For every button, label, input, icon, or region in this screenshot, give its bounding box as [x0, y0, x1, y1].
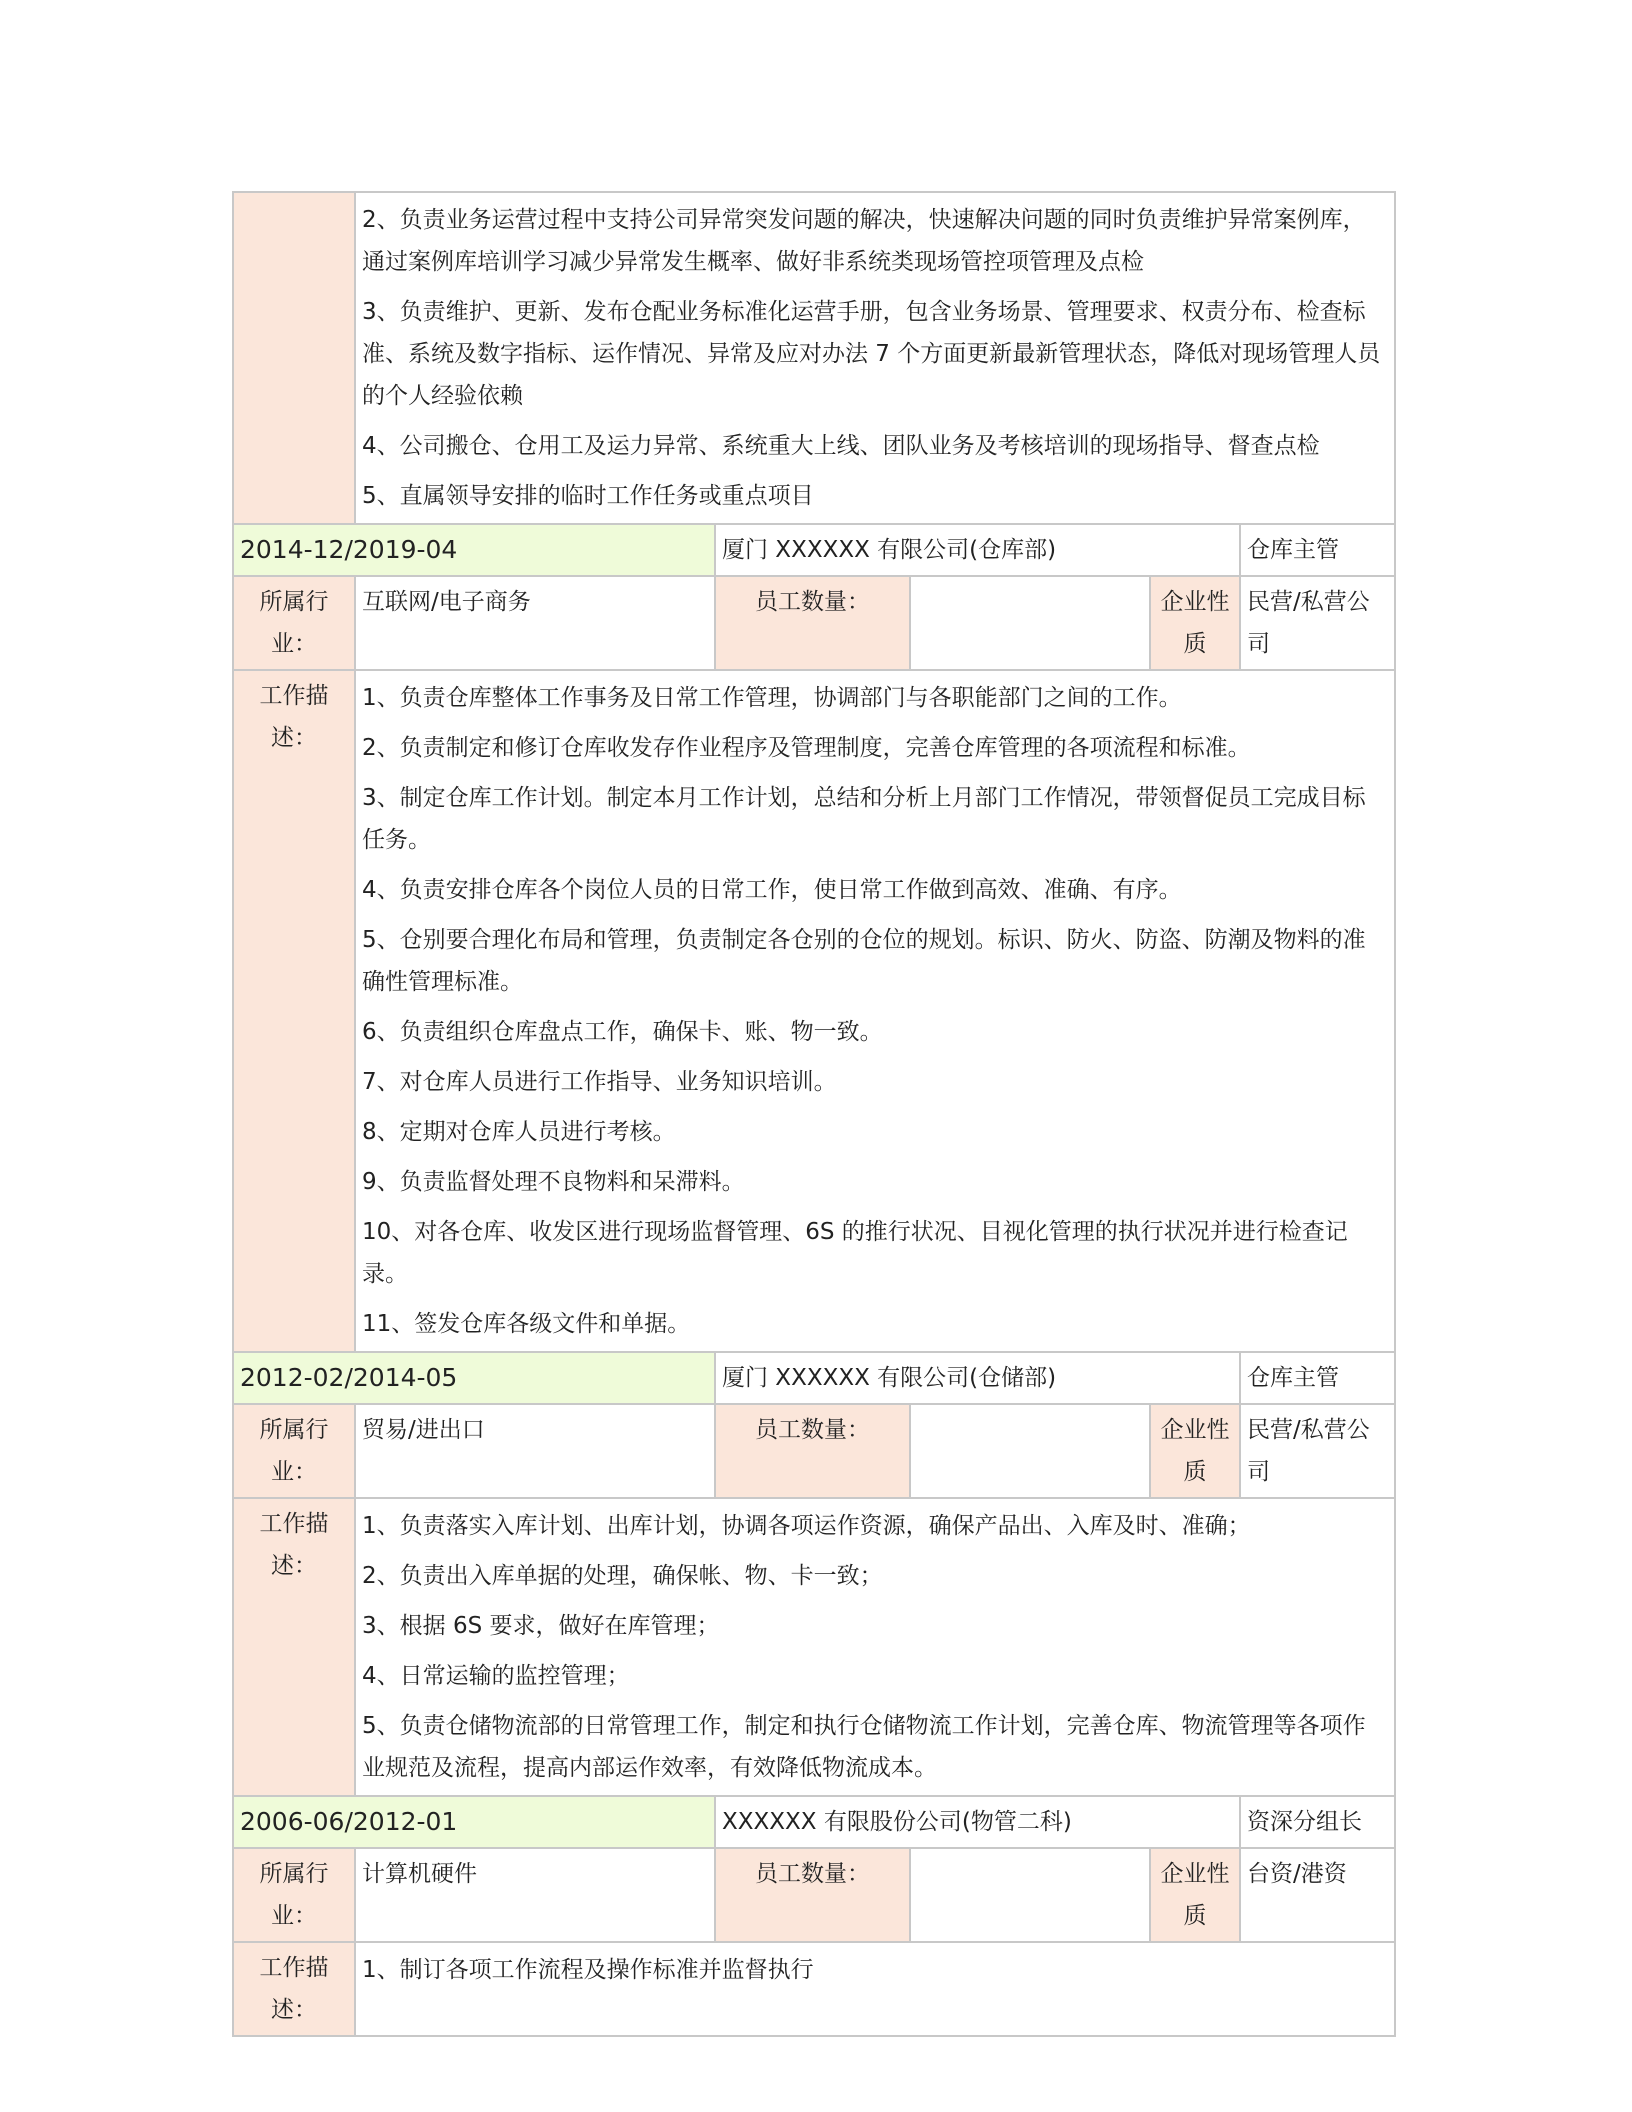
job-period: 2006-06/2012-01	[233, 1796, 715, 1848]
job-description	[355, 1942, 1395, 2036]
description-line: 4、日常运输的监控管理；	[362, 1663, 630, 1689]
description-line: 10、对各仓库、收发区进行现场监督管理、6S 的推行状况、目视化管理的执行状况并进行检查记录。	[362, 1219, 1348, 1287]
description-label: 工作描述：	[233, 670, 355, 1352]
description-line: 1、制订各项工作流程及操作标准并监督执行	[362, 1957, 814, 1983]
description-line: 4、公司搬仓、仓用工及运力异常、系统重大上线、团队业务及考核培训的现场指导、督查点检	[362, 433, 1320, 459]
industry-label: 所属行业：	[233, 576, 355, 670]
description-line: 2、负责制定和修订仓库收发存作业程序及管理制度，完善仓库管理的各项流程和标准。	[362, 735, 1251, 761]
job-description	[355, 670, 1395, 1352]
job-company: 厦门 XXXXXX 有限公司(仓储部)	[715, 1352, 1240, 1404]
job-info-row	[233, 1404, 1395, 1498]
job-position: 仓库主管	[1240, 524, 1395, 576]
description-label: 工作描述：	[233, 1498, 355, 1796]
description-line: 11、签发仓库各级文件和单据。	[362, 1311, 691, 1337]
industry-value: 互联网/电子商务	[355, 576, 715, 670]
continued-description	[355, 192, 1395, 524]
job-description-row	[233, 1498, 1395, 1796]
job-header-row	[233, 524, 1395, 576]
description-label: 工作描述：	[233, 1942, 355, 2036]
industry-label: 所属行业：	[233, 1404, 355, 1498]
employees-label: 员工数量：	[715, 1848, 910, 1942]
employees-value	[910, 1404, 1150, 1498]
job-description-row	[233, 670, 1395, 1352]
job-info-row	[233, 1848, 1395, 1942]
employees-label: 员工数量：	[715, 576, 910, 670]
job-header-row	[233, 1796, 1395, 1848]
job-info-row	[233, 576, 1395, 670]
nature-value: 民营/私营公司	[1240, 1404, 1395, 1498]
employees-value	[910, 1848, 1150, 1942]
description-line: 4、负责安排仓库各个岗位人员的日常工作，使日常工作做到高效、准确、有序。	[362, 877, 1182, 903]
employees-value	[910, 576, 1150, 670]
nature-label: 企业性质	[1150, 1848, 1240, 1942]
job-company: XXXXXX 有限股份公司(物管二科)	[715, 1796, 1240, 1848]
work-experience-table	[232, 191, 1396, 2037]
job-period: 2012-02/2014-05	[233, 1352, 715, 1404]
description-line: 1、负责仓库整体工作事务及日常工作管理，协调部门与各职能部门之间的工作。	[362, 685, 1182, 711]
description-line: 8、定期对仓库人员进行考核。	[362, 1119, 676, 1145]
industry-value: 贸易/进出口	[355, 1404, 715, 1498]
description-line: 9、负责监督处理不良物料和呆滞料。	[362, 1169, 745, 1195]
description-line: 6、负责组织仓库盘点工作，确保卡、账、物一致。	[362, 1019, 883, 1045]
job-header-row	[233, 1352, 1395, 1404]
description-line: 3、制定仓库工作计划。制定本月工作计划，总结和分析上月部门工作情况，带领督促员工完成目标任务。	[362, 785, 1366, 853]
job-position: 仓库主管	[1240, 1352, 1395, 1404]
description-line: 5、直属领导安排的临时工作任务或重点项目	[362, 483, 814, 509]
description-line: 3、根据 6S 要求，做好在库管理；	[362, 1613, 720, 1639]
job-period: 2014-12/2019-04	[233, 524, 715, 576]
nature-label: 企业性质	[1150, 576, 1240, 670]
job-description	[355, 1498, 1395, 1796]
description-line: 1、负责落实入库计划、出库计划，协调各项运作资源，确保产品出、入库及时、准确；	[362, 1513, 1251, 1539]
industry-label: 所属行业：	[233, 1848, 355, 1942]
continued-label-cell	[233, 192, 355, 524]
description-line: 5、负责仓储物流部的日常管理工作，制定和执行仓储物流工作计划，完善仓库、物流管理等各项作业规范及流程，提高内部运作效率，有效降低物流成本。	[362, 1713, 1366, 1781]
job-company: 厦门 XXXXXX 有限公司(仓库部)	[715, 524, 1240, 576]
continued-description-row	[233, 192, 1395, 524]
description-line: 2、负责出入库单据的处理，确保帐、物、卡一致；	[362, 1563, 883, 1589]
nature-value: 台资/港资	[1240, 1848, 1395, 1942]
description-line: 7、对仓库人员进行工作指导、业务知识培训。	[362, 1069, 837, 1095]
nature-value: 民营/私营公司	[1240, 576, 1395, 670]
description-line: 5、仓别要合理化布局和管理，负责制定各仓别的仓位的规划。标识、防火、防盗、防潮及物料的准确性管理标准。	[362, 927, 1366, 995]
employees-label: 员工数量：	[715, 1404, 910, 1498]
description-line: 2、负责业务运营过程中支持公司异常突发问题的解决，快速解决问题的同时负责维护异常案例库，通过案例库培训学习减少异常发生概率、做好非系统类现场管控项管理及点检	[362, 207, 1366, 275]
job-position: 资深分组长	[1240, 1796, 1395, 1848]
nature-label: 企业性质	[1150, 1404, 1240, 1498]
industry-value: 计算机硬件	[355, 1848, 715, 1942]
description-line: 3、负责维护、更新、发布仓配业务标准化运营手册，包含业务场景、管理要求、权责分布、检查标准、系统及数字指标、运作情况、异常及应对办法 7 个方面更新最新管理状态，降低对现场管理人员的个人经验依赖	[362, 299, 1381, 409]
job-description-row	[233, 1942, 1395, 2036]
